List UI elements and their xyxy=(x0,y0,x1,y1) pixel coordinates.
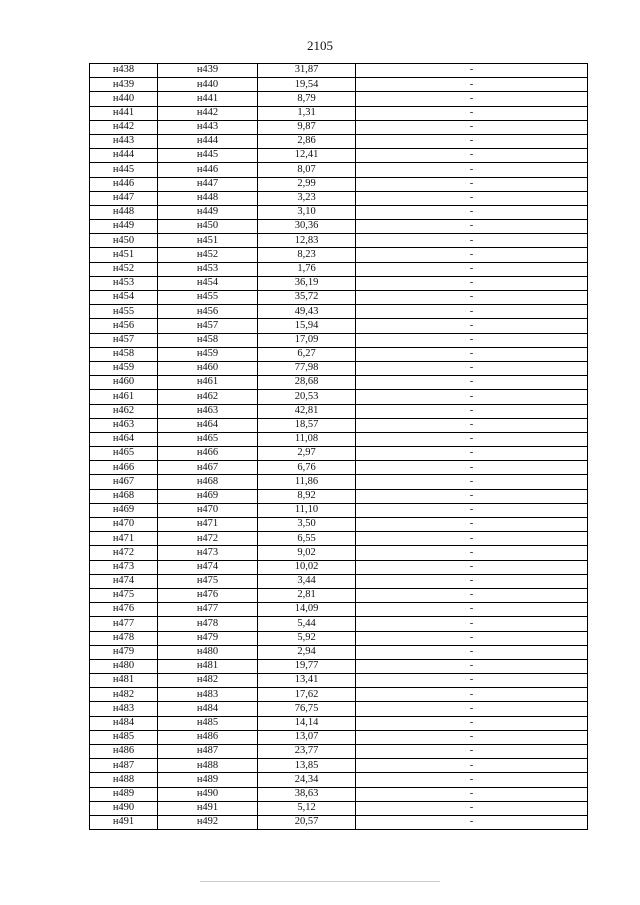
cell-to-point: н440 xyxy=(158,78,258,92)
table-row xyxy=(90,432,588,446)
table-row xyxy=(90,617,588,631)
table-row xyxy=(90,447,588,461)
cell-from-point: н464 xyxy=(90,432,158,446)
cell-from-point: н459 xyxy=(90,361,158,375)
cell-from-point: н490 xyxy=(90,801,158,815)
cell-to-point: н453 xyxy=(158,262,258,276)
cell-to-point: н480 xyxy=(158,645,258,659)
footer-divider xyxy=(200,881,440,882)
cell-length: 15,94 xyxy=(258,319,356,333)
cell-to-point: н476 xyxy=(158,588,258,602)
cell-to-point: н445 xyxy=(158,149,258,163)
cell-note: - xyxy=(356,418,588,432)
cell-length: 76,75 xyxy=(258,702,356,716)
cell-to-point: н478 xyxy=(158,617,258,631)
cell-to-point: н485 xyxy=(158,716,258,730)
table-row xyxy=(90,177,588,191)
cell-note: - xyxy=(356,815,588,829)
cell-length: 18,57 xyxy=(258,418,356,432)
cell-note: - xyxy=(356,603,588,617)
cell-length: 9,02 xyxy=(258,546,356,560)
cell-length: 5,12 xyxy=(258,801,356,815)
cell-to-point: н450 xyxy=(158,220,258,234)
cell-from-point: н452 xyxy=(90,262,158,276)
cell-to-point: н443 xyxy=(158,120,258,134)
cell-from-point: н462 xyxy=(90,404,158,418)
cell-length: 19,77 xyxy=(258,659,356,673)
cell-note: - xyxy=(356,64,588,78)
cell-to-point: н457 xyxy=(158,319,258,333)
table-row xyxy=(90,461,588,475)
cell-from-point: н491 xyxy=(90,815,158,829)
cell-to-point: н451 xyxy=(158,234,258,248)
cell-to-point: н465 xyxy=(158,432,258,446)
cell-to-point: н488 xyxy=(158,759,258,773)
cell-length: 30,36 xyxy=(258,220,356,234)
cell-note: - xyxy=(356,205,588,219)
cell-to-point: н447 xyxy=(158,177,258,191)
cell-note: - xyxy=(356,163,588,177)
cell-to-point: н477 xyxy=(158,603,258,617)
cell-length: 49,43 xyxy=(258,305,356,319)
cell-from-point: н484 xyxy=(90,716,158,730)
cell-from-point: н482 xyxy=(90,688,158,702)
cell-note: - xyxy=(356,617,588,631)
table-row xyxy=(90,361,588,375)
cell-from-point: н438 xyxy=(90,64,158,78)
table-row xyxy=(90,134,588,148)
cell-from-point: н448 xyxy=(90,205,158,219)
cell-note: - xyxy=(356,787,588,801)
cell-to-point: н475 xyxy=(158,574,258,588)
cell-note: - xyxy=(356,106,588,120)
cell-to-point: н439 xyxy=(158,64,258,78)
table-row xyxy=(90,404,588,418)
table-row xyxy=(90,220,588,234)
table-row xyxy=(90,745,588,759)
cell-from-point: н487 xyxy=(90,759,158,773)
cell-note: - xyxy=(356,191,588,205)
cell-length: 8,79 xyxy=(258,92,356,106)
cell-note: - xyxy=(356,702,588,716)
cell-from-point: н476 xyxy=(90,603,158,617)
table-row xyxy=(90,532,588,546)
cell-length: 36,19 xyxy=(258,276,356,290)
cell-from-point: н456 xyxy=(90,319,158,333)
cell-length: 2,99 xyxy=(258,177,356,191)
table-row xyxy=(90,333,588,347)
cell-note: - xyxy=(356,291,588,305)
table-row xyxy=(90,475,588,489)
cell-from-point: н446 xyxy=(90,177,158,191)
cell-length: 28,68 xyxy=(258,376,356,390)
cell-note: - xyxy=(356,532,588,546)
table-row xyxy=(90,688,588,702)
cell-length: 6,55 xyxy=(258,532,356,546)
table-row xyxy=(90,276,588,290)
cell-note: - xyxy=(356,220,588,234)
table-row xyxy=(90,489,588,503)
cell-from-point: н457 xyxy=(90,333,158,347)
cell-from-point: н480 xyxy=(90,659,158,673)
cell-from-point: н463 xyxy=(90,418,158,432)
cell-from-point: н471 xyxy=(90,532,158,546)
cell-from-point: н474 xyxy=(90,574,158,588)
table-row xyxy=(90,815,588,829)
cell-length: 6,76 xyxy=(258,461,356,475)
cell-to-point: н468 xyxy=(158,475,258,489)
cell-note: - xyxy=(356,361,588,375)
cell-to-point: н442 xyxy=(158,106,258,120)
cell-from-point: н479 xyxy=(90,645,158,659)
cell-from-point: н469 xyxy=(90,503,158,517)
cell-length: 31,87 xyxy=(258,64,356,78)
cell-note: - xyxy=(356,588,588,602)
cell-to-point: н492 xyxy=(158,815,258,829)
cell-note: - xyxy=(356,518,588,532)
cell-from-point: н489 xyxy=(90,787,158,801)
cell-from-point: н447 xyxy=(90,191,158,205)
cell-from-point: н465 xyxy=(90,447,158,461)
cell-from-point: н451 xyxy=(90,248,158,262)
table-row xyxy=(90,659,588,673)
cell-to-point: н490 xyxy=(158,787,258,801)
cell-length: 8,23 xyxy=(258,248,356,262)
cell-to-point: н452 xyxy=(158,248,258,262)
cell-note: - xyxy=(356,759,588,773)
cell-to-point: н482 xyxy=(158,674,258,688)
cell-note: - xyxy=(356,773,588,787)
cell-note: - xyxy=(356,674,588,688)
table-row xyxy=(90,603,588,617)
coordinates-table xyxy=(89,63,588,830)
cell-length: 38,63 xyxy=(258,787,356,801)
cell-note: - xyxy=(356,92,588,106)
cell-length: 6,27 xyxy=(258,347,356,361)
cell-note: - xyxy=(356,347,588,361)
cell-note: - xyxy=(356,631,588,645)
cell-length: 12,41 xyxy=(258,149,356,163)
table-row xyxy=(90,631,588,645)
cell-from-point: н449 xyxy=(90,220,158,234)
cell-length: 13,85 xyxy=(258,759,356,773)
cell-from-point: н441 xyxy=(90,106,158,120)
cell-note: - xyxy=(356,546,588,560)
table-row xyxy=(90,645,588,659)
cell-length: 14,09 xyxy=(258,603,356,617)
table-row xyxy=(90,347,588,361)
cell-from-point: н483 xyxy=(90,702,158,716)
cell-length: 1,76 xyxy=(258,262,356,276)
cell-from-point: н458 xyxy=(90,347,158,361)
cell-from-point: н460 xyxy=(90,376,158,390)
cell-length: 20,57 xyxy=(258,815,356,829)
cell-note: - xyxy=(356,475,588,489)
table-row xyxy=(90,574,588,588)
cell-to-point: н469 xyxy=(158,489,258,503)
cell-to-point: н464 xyxy=(158,418,258,432)
table-row xyxy=(90,730,588,744)
cell-to-point: н462 xyxy=(158,390,258,404)
cell-length: 19,54 xyxy=(258,78,356,92)
cell-length: 2,81 xyxy=(258,588,356,602)
cell-length: 17,09 xyxy=(258,333,356,347)
cell-note: - xyxy=(356,177,588,191)
cell-to-point: н486 xyxy=(158,730,258,744)
cell-to-point: н460 xyxy=(158,361,258,375)
cell-note: - xyxy=(356,645,588,659)
table-row xyxy=(90,376,588,390)
table-row xyxy=(90,92,588,106)
table-row xyxy=(90,503,588,517)
cell-length: 11,10 xyxy=(258,503,356,517)
cell-from-point: н472 xyxy=(90,546,158,560)
cell-to-point: н471 xyxy=(158,518,258,532)
cell-note: - xyxy=(356,489,588,503)
table-row xyxy=(90,106,588,120)
table-row xyxy=(90,248,588,262)
cell-note: - xyxy=(356,461,588,475)
cell-to-point: н484 xyxy=(158,702,258,716)
cell-length: 77,98 xyxy=(258,361,356,375)
cell-from-point: н485 xyxy=(90,730,158,744)
cell-from-point: н440 xyxy=(90,92,158,106)
cell-note: - xyxy=(356,134,588,148)
cell-note: - xyxy=(356,574,588,588)
cell-to-point: н473 xyxy=(158,546,258,560)
cell-to-point: н472 xyxy=(158,532,258,546)
cell-length: 11,08 xyxy=(258,432,356,446)
cell-note: - xyxy=(356,120,588,134)
cell-from-point: н468 xyxy=(90,489,158,503)
cell-note: - xyxy=(356,801,588,815)
cell-note: - xyxy=(356,730,588,744)
cell-note: - xyxy=(356,560,588,574)
cell-from-point: н445 xyxy=(90,163,158,177)
cell-note: - xyxy=(356,390,588,404)
cell-to-point: н467 xyxy=(158,461,258,475)
cell-length: 11,86 xyxy=(258,475,356,489)
cell-length: 9,87 xyxy=(258,120,356,134)
cell-from-point: н443 xyxy=(90,134,158,148)
cell-length: 17,62 xyxy=(258,688,356,702)
cell-to-point: н444 xyxy=(158,134,258,148)
table-row xyxy=(90,64,588,78)
cell-note: - xyxy=(356,262,588,276)
table-row xyxy=(90,149,588,163)
cell-to-point: н481 xyxy=(158,659,258,673)
cell-length: 2,94 xyxy=(258,645,356,659)
table-row xyxy=(90,759,588,773)
cell-from-point: н442 xyxy=(90,120,158,134)
cell-from-point: н478 xyxy=(90,631,158,645)
table-row xyxy=(90,674,588,688)
table-row xyxy=(90,205,588,219)
table-row xyxy=(90,78,588,92)
table-row xyxy=(90,588,588,602)
cell-to-point: н446 xyxy=(158,163,258,177)
cell-note: - xyxy=(356,432,588,446)
cell-note: - xyxy=(356,333,588,347)
table-row xyxy=(90,546,588,560)
cell-note: - xyxy=(356,319,588,333)
cell-length: 3,50 xyxy=(258,518,356,532)
cell-to-point: н487 xyxy=(158,745,258,759)
cell-length: 2,97 xyxy=(258,447,356,461)
cell-to-point: н454 xyxy=(158,276,258,290)
cell-note: - xyxy=(356,305,588,319)
cell-note: - xyxy=(356,503,588,517)
cell-to-point: н458 xyxy=(158,333,258,347)
table-row xyxy=(90,163,588,177)
cell-from-point: н466 xyxy=(90,461,158,475)
cell-length: 35,72 xyxy=(258,291,356,305)
cell-to-point: н491 xyxy=(158,801,258,815)
cell-from-point: н473 xyxy=(90,560,158,574)
cell-from-point: н481 xyxy=(90,674,158,688)
cell-note: - xyxy=(356,376,588,390)
cell-length: 8,07 xyxy=(258,163,356,177)
cell-from-point: н470 xyxy=(90,518,158,532)
cell-from-point: н444 xyxy=(90,149,158,163)
cell-length: 3,10 xyxy=(258,205,356,219)
cell-length: 13,41 xyxy=(258,674,356,688)
cell-length: 8,92 xyxy=(258,489,356,503)
cell-to-point: н441 xyxy=(158,92,258,106)
cell-length: 42,81 xyxy=(258,404,356,418)
table-row xyxy=(90,716,588,730)
cell-to-point: н461 xyxy=(158,376,258,390)
cell-from-point: н453 xyxy=(90,276,158,290)
table-row xyxy=(90,305,588,319)
table-row xyxy=(90,773,588,787)
cell-length: 23,77 xyxy=(258,745,356,759)
table-row xyxy=(90,518,588,532)
cell-to-point: н456 xyxy=(158,305,258,319)
cell-to-point: н463 xyxy=(158,404,258,418)
cell-to-point: н455 xyxy=(158,291,258,305)
cell-length: 13,07 xyxy=(258,730,356,744)
cell-note: - xyxy=(356,659,588,673)
cell-length: 5,92 xyxy=(258,631,356,645)
cell-from-point: н486 xyxy=(90,745,158,759)
cell-length: 1,31 xyxy=(258,106,356,120)
table-row xyxy=(90,787,588,801)
cell-note: - xyxy=(356,404,588,418)
table-row xyxy=(90,191,588,205)
cell-note: - xyxy=(356,745,588,759)
cell-note: - xyxy=(356,716,588,730)
table-row xyxy=(90,702,588,716)
table-row xyxy=(90,120,588,134)
cell-length: 24,34 xyxy=(258,773,356,787)
cell-to-point: н449 xyxy=(158,205,258,219)
cell-note: - xyxy=(356,149,588,163)
table-row xyxy=(90,291,588,305)
cell-length: 14,14 xyxy=(258,716,356,730)
cell-note: - xyxy=(356,688,588,702)
cell-length: 3,44 xyxy=(258,574,356,588)
cell-to-point: н448 xyxy=(158,191,258,205)
cell-from-point: н477 xyxy=(90,617,158,631)
table-row xyxy=(90,801,588,815)
cell-from-point: н455 xyxy=(90,305,158,319)
cell-from-point: н467 xyxy=(90,475,158,489)
cell-from-point: н454 xyxy=(90,291,158,305)
cell-to-point: н459 xyxy=(158,347,258,361)
table-row xyxy=(90,390,588,404)
cell-length: 3,23 xyxy=(258,191,356,205)
cell-length: 20,53 xyxy=(258,390,356,404)
cell-from-point: н475 xyxy=(90,588,158,602)
page-number: 2105 xyxy=(307,38,333,53)
cell-to-point: н479 xyxy=(158,631,258,645)
cell-to-point: н466 xyxy=(158,447,258,461)
table-row xyxy=(90,418,588,432)
cell-length: 5,44 xyxy=(258,617,356,631)
cell-length: 2,86 xyxy=(258,134,356,148)
cell-length: 12,83 xyxy=(258,234,356,248)
cell-note: - xyxy=(356,248,588,262)
cell-note: - xyxy=(356,447,588,461)
cell-note: - xyxy=(356,276,588,290)
cell-to-point: н470 xyxy=(158,503,258,517)
table-row xyxy=(90,262,588,276)
table-row xyxy=(90,319,588,333)
cell-note: - xyxy=(356,234,588,248)
cell-from-point: н488 xyxy=(90,773,158,787)
cell-from-point: н450 xyxy=(90,234,158,248)
cell-to-point: н489 xyxy=(158,773,258,787)
table-row xyxy=(90,234,588,248)
table-row xyxy=(90,560,588,574)
cell-from-point: н461 xyxy=(90,390,158,404)
table-body xyxy=(90,64,588,830)
cell-to-point: н474 xyxy=(158,560,258,574)
cell-to-point: н483 xyxy=(158,688,258,702)
cell-length: 10,02 xyxy=(258,560,356,574)
cell-from-point: н439 xyxy=(90,78,158,92)
cell-note: - xyxy=(356,78,588,92)
